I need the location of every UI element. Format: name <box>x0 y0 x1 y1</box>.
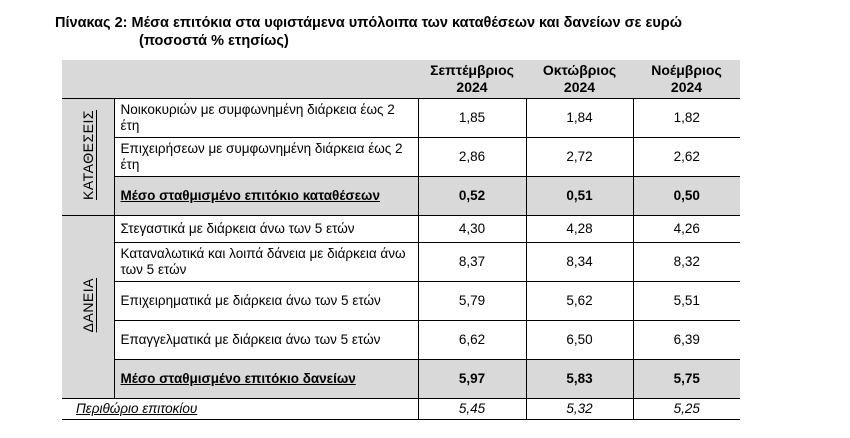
row-label: Επαγγελματικά με διάρκεια άνω των 5 ετών <box>114 321 418 360</box>
table-row <box>62 282 740 321</box>
header-year: 2024 <box>563 79 596 95</box>
deposits-average-row <box>62 177 740 216</box>
table-row <box>62 243 740 282</box>
title-line-1: Πίνακας 2: Μέσα επιτόκια στα υφιστάμενα υπόλοιπα των καταθέσεων και δανείων σε ευρώ <box>55 15 683 31</box>
value-cell: 5,79 <box>418 282 526 321</box>
row-label: Μέσο σταθμισμένο επιτόκιο καταθέσεων <box>114 177 418 216</box>
header-month: Νοέμβριος <box>651 62 722 78</box>
value-cell: 0,52 <box>418 177 526 216</box>
row-label: Μέσο σταθμισμένο επιτόκιο δανείων <box>114 360 418 399</box>
value-cell: 0,51 <box>526 177 633 216</box>
table-row <box>62 138 740 177</box>
value-cell: 4,28 <box>526 216 633 243</box>
table-row <box>62 99 740 138</box>
value-cell: 1,82 <box>633 99 740 138</box>
header-september <box>418 60 526 99</box>
value-cell: 5,45 <box>418 399 526 420</box>
row-label: Επιχειρηματικά με διάρκεια άνω των 5 ετών <box>114 282 418 321</box>
value-cell: 2,86 <box>418 138 526 177</box>
value-cell: 5,83 <box>526 360 633 399</box>
value-cell: 4,30 <box>418 216 526 243</box>
value-cell: 5,32 <box>526 399 633 420</box>
value-cell: 8,32 <box>633 243 740 282</box>
header-november <box>633 60 740 99</box>
header-month: Σεπτέμβριος <box>430 62 514 78</box>
value-cell: 6,62 <box>418 321 526 360</box>
row-label: Στεγαστικά με διάρκεια άνω των 5 ετών <box>114 216 418 243</box>
loans-average-row <box>62 360 740 399</box>
row-label: Νοικοκυριών με συμφωνημένη διάρκεια έως 2 έτη <box>114 99 418 138</box>
value-cell: 2,62 <box>633 138 740 177</box>
value-cell: 1,84 <box>526 99 633 138</box>
value-cell: 6,39 <box>633 321 740 360</box>
header-year: 2024 <box>456 79 488 95</box>
value-cell: 0,50 <box>633 177 740 216</box>
table-title <box>55 14 682 50</box>
value-cell: 6,50 <box>526 321 633 360</box>
value-cell: 1,85 <box>418 99 526 138</box>
value-cell: 8,37 <box>418 243 526 282</box>
table-row <box>62 216 740 243</box>
row-label: Περιθώριο επιτοκίου <box>62 399 418 420</box>
loans-section-label <box>62 216 114 399</box>
header-month: Οκτώβριος <box>542 62 617 78</box>
header-blank-cell <box>62 60 418 99</box>
value-cell: 5,62 <box>526 282 633 321</box>
interest-rates-table <box>62 60 740 420</box>
row-label: Καταναλωτικά και λοιπά δάνεια με διάρκεια άνω των 5 ετών <box>114 243 418 282</box>
deposits-label-text: ΚΑΤΑΘΕΣΕΙΣ <box>79 110 96 200</box>
value-cell: 2,72 <box>526 138 633 177</box>
table-row <box>62 321 740 360</box>
header-row <box>62 60 740 99</box>
margin-row <box>62 399 740 420</box>
row-label: Επιχειρήσεων με συμφωνημένη διάρκεια έως 2 έτη <box>114 138 418 177</box>
title-line-2: (ποσοστά % ετησίως) <box>139 33 289 49</box>
value-cell: 4,26 <box>633 216 740 243</box>
header-october <box>526 60 633 99</box>
header-year: 2024 <box>670 79 703 95</box>
value-cell: 5,25 <box>633 399 740 420</box>
value-cell: 5,97 <box>418 360 526 399</box>
value-cell: 5,75 <box>633 360 740 399</box>
value-cell: 5,51 <box>633 282 740 321</box>
loans-label-text: ΔΑΝΕΙΑ <box>79 277 96 333</box>
value-cell: 8,34 <box>526 243 633 282</box>
deposits-section-label <box>62 99 114 216</box>
